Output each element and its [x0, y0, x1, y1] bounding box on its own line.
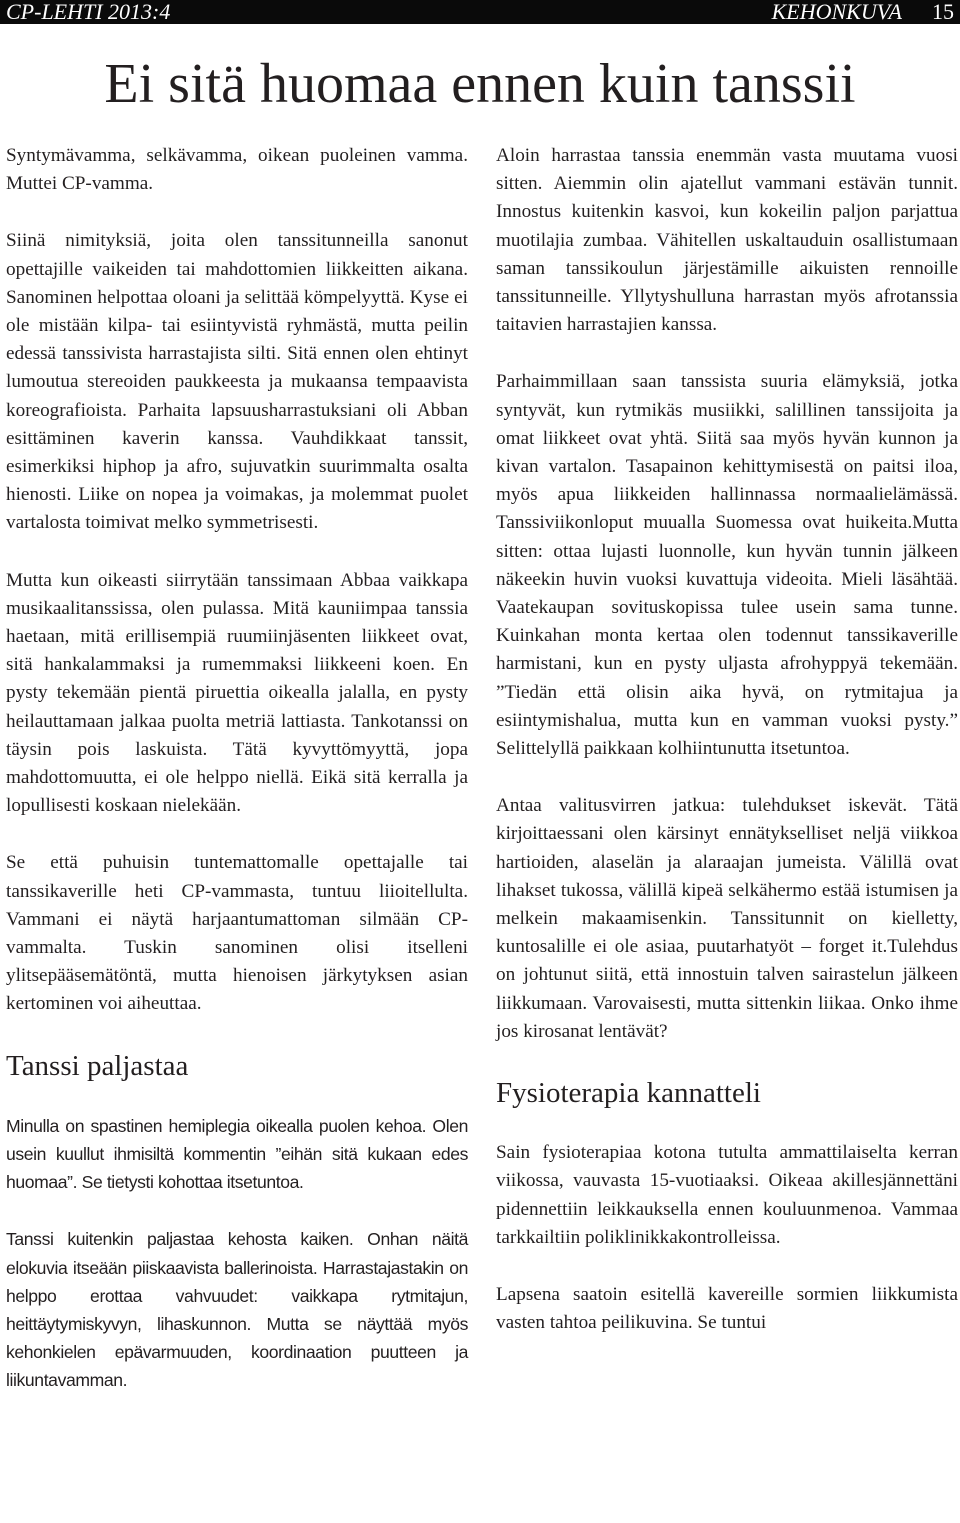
magazine-issue: CP-LEHTI 2013:4 [6, 0, 171, 24]
article-title: Ei sitä huomaa ennen kuin tanssii [104, 53, 856, 115]
page-header [0, 0, 960, 24]
paragraph: Lapsena saatoin esitellä kavereille sormien liikkumista vasten tahtoa peilikuvina. Se tuntui [496, 1283, 958, 1334]
subheading-tanssi-paljastaa: Tanssi paljastaa [6, 1049, 189, 1082]
paragraph: Siinä nimityksiä, joita olen tanssitunneilla sanonut opettajille vaikeiden tai mahdottomien liikkeitten aikana. Sanominen helpottaa oloani ja selittää kömpelyyttä. Kyse ei ole mistään kilpa- tai esiintyvistä ryhmästä, mutta peilin edessä tanssivista harrastajista silti. Sitä ennen olen ehtinyt lumoutua stereoiden paukkeesta ja mukaansa tempaavista koreografioista. Parhaita lapsuusharrastuksiani oli Abban esittäminen kaverin kanssa. Vauhdikkaat tanssit, esimerkiksi hiphop ja afro, sujuvatkin suurimmalta osalta hienosti. Liike on nopea ja voimakas, ja molemmat puolet vartalosta toimivat melko symmetrisesti. [6, 230, 468, 534]
paragraph: Se että puhuisin tuntemattomalle opettajalle tai tanssikaverille heti CP-vammasta, tuntuu liioitellulta. Vammani ei näytä harjaantumattoman silmään CP-vammalta. Tuskin sanominen olisi itselleni ylitsepääsemätöntä, mutta hienoisen järkytyksen asian kertominen voi aiheuttaa. [6, 852, 468, 1015]
section-name: KEHONKUVA [771, 0, 902, 24]
paragraph: Sain fysioterapiaa kotona tutulta ammattilaiselta kerran viikossa, vauvasta 15-vuotiaaksi. Oikeaa akillesjännettäni pidennettiin leikkauksella ennen kouluunmenoa. Vammaa tarkkailtiin poliklinikkakontrolleissa. [496, 1142, 958, 1248]
paragraph: Aloin harrastaa tanssia enemmän vasta muutama vuosi sitten. Aiemmin olin ajatellut vammani estävän tunnit. Innostus kuitenkin kasvoi, kun kokeilin paljon parjattua muotilajia zumbaa. Vähitellen uskaltauduin osallistumaan saman tanssikoulun järjestämille aikuisten rennoille tanssitunneille. Yllytyshulluna harrastan myös afrotanssia taitavien harrastajien kanssa. [496, 145, 958, 336]
section-and-page [772, 0, 954, 24]
subheading-fysioterapia: Fysioterapia kannatteli [496, 1077, 761, 1110]
left-column [6, 142, 468, 1395]
paragraph: Syntymävamma, selkävamma, oikean puoleinen vamma. Muttei CP-vamma. [6, 145, 468, 195]
paragraph: Antaa valitusvirren jatkua: tulehdukset iskevät. Tätä kirjoittaessani olen kärsinyt ennätykselliset neljä viikkoa hartioiden, alaselän ja alaraajan jumeista. Välillä ovat lihakset tukossa, välillä kipeä selkähermo estää istumisen ja melkein makaamisenkin. Tanssitunnit on kielletty, kuntosalille ei ole asiaa, puutarhatyöt – forget it.Tulehdus on johtunut siitä, että innostuin talven sairastelun jälkeen liikkumaan. Varovaisesti, mutta sittenkin liikaa. Onko ihme jos kirosanat lentävät? [496, 795, 958, 1042]
right-column [496, 142, 958, 1337]
paragraph: Minulla on spastinen hemiplegia oikealla puolen kehoa. Olen usein kuullut ihmisiltä kommentin ”eihän sitä kukaan edes huomaa”. Se tietysti kohottaa itsetuntoa. [6, 1115, 468, 1193]
paragraph: Parhaimmillaan saan tanssista suuria elämyksiä, jotka syntyvät, kun rytmikäs musiikki, salillinen tanssijoita ja omat liikkeet ovat yhtä. Siitä saa myös hyvän kunnon ja kivan vartalon. Tasapainon kehittymisestä on paitsi iloa, myös apua liikkeiden hallinnassa normaalielämässä. Tanssiviikonloput muualla Suomessa ovat huikeita.Mutta sitten: ottaa lujasti luonnolle, kun hyvän tunnin jälkeen näkeekin huvin vuoksi kuvattuja videoita. Mieli läsähtää. Vaatekaupan sovituskopissa tulee usein sama tunne. Kuinkahan monta kertaa olen todennut tanssikaverille harmistani, kun en pysty uljasta afrohyppyä tekemään. ”Tiedän että olisin aika hyvä, on rytmitajua ja esiintymishalua, mutta kun en vamman vuoksi pysty.” Selittelyllä paikkaan kolhiintunutta itsetuntoa. [496, 371, 958, 760]
paragraph: Tanssi kuitenkin paljastaa kehosta kaiken. Onhan näitä elokuvia itseään piiskaavista ballerinoista. Harrastajastakin on helppo erottaa vahvuudet: vaikkapa rytmitajun, heittäytymiskyvyn, lihaskunnon. Mutta se näyttää myös kehonkielen epävarmuuden, koordinaation puutteen ja liikuntavamman. [6, 1229, 468, 1391]
page-number: 15 [932, 0, 954, 24]
paragraph: Mutta kun oikeasti siirrytään tanssimaan Abbaa vaikkapa musikaalitanssissa, olen pulassa. Mitä kauniimpaa tanssia haetaan, mitä erillisempiä ruumiinjäsenten liikkeet ovat, sitä hankalammaksi ja rumemmaksi liikkeeni koen. En pysty tekemään pientä piruettia oikealla jalalla, en pysty heilauttamaan jalkaa puolta metriä lattiasta. Tankotanssi on täysin pois laskuista. Tätä kyvyttömyyttä, jopa mahdottomuutta, ei ole helppo niellä. Eikä sitä kerralla ja lopullisesti koskaan nielekään. [6, 569, 468, 817]
